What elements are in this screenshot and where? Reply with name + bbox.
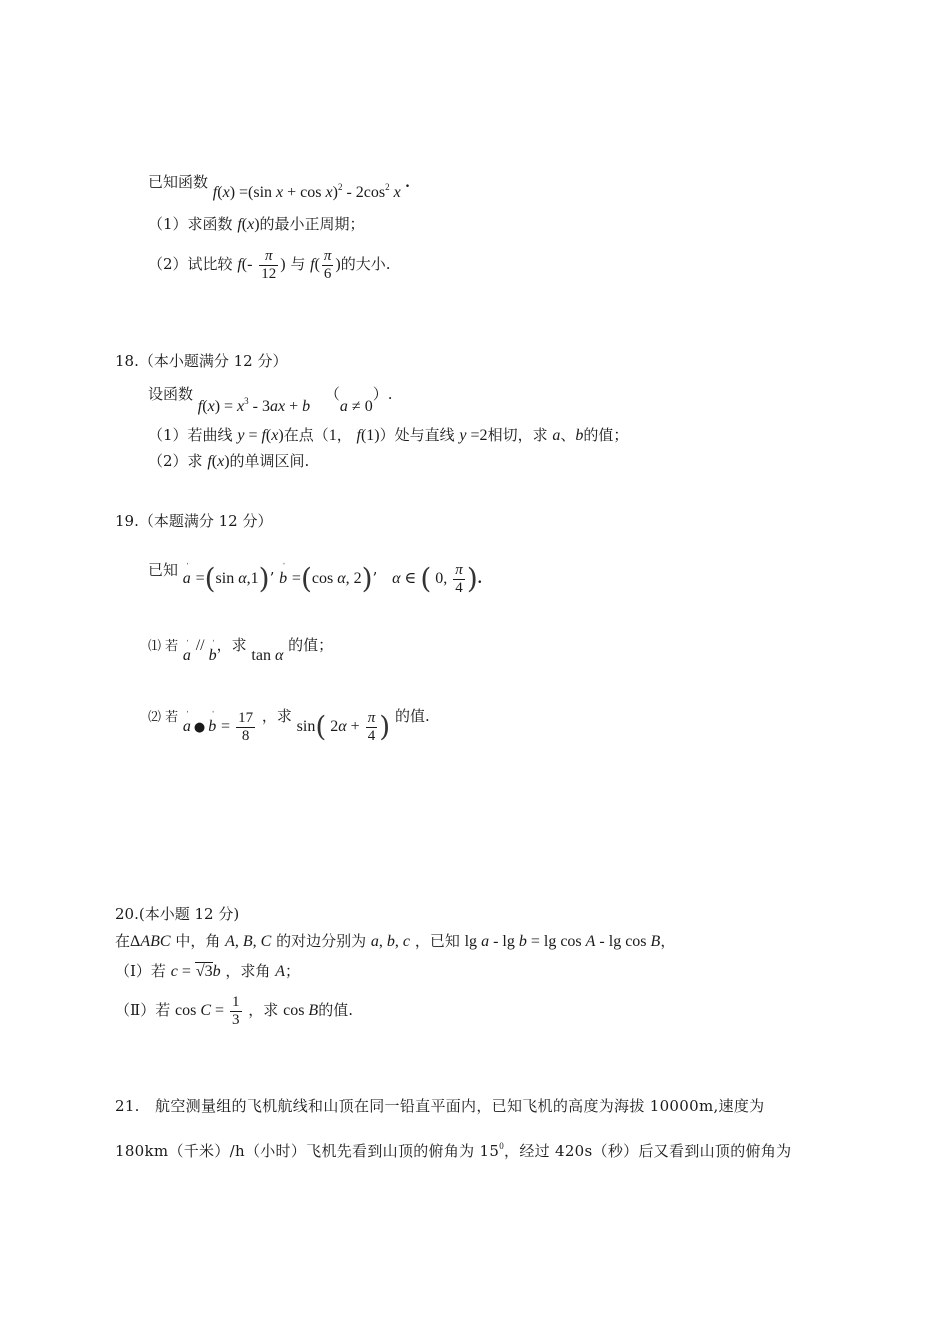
p20-question-2: （Ⅱ）若 cos C = $\frac{1}{3}$ ，求 cos B的值. — [115, 993, 353, 1028]
p19-question-1: ⑴ 若 ˈ a // ˈ b，求 tan α 的值； — [148, 636, 334, 664]
p19-header: 19.（本题满分 12 分） — [115, 512, 273, 530]
fraction-pi-over-6: $\frac{\pi}{6}$ — [323, 247, 332, 282]
vector-a: ˈ a — [182, 561, 191, 587]
fraction-1-over-3: $\frac{1}{3}$ — [232, 993, 240, 1028]
fraction-17-over-8: $\frac{17}{8}$ — [238, 709, 254, 744]
p20-statement: 在ΔABC 中，角 A, B, C 的对边分别为 a, b, c ，已知 lg a - lg b = lg cos A - lg cos B， — [115, 932, 676, 950]
p21-line-1: 21. 航空测量组的飞机航线和山顶在同一铅直平面内，已知飞机的高度为海拔 10000m,速度为 — [115, 1097, 765, 1115]
p17-question-2: （2）试比较 f(- $\frac{\pi}{12}$ ) 与 f( $\frac{\pi}{6}$ )的大小. — [148, 247, 391, 282]
p18-question-1: （1）若曲线 y = f(x)在点（1， f(1)）处与直线 y =2相切，求 a、b的值； — [148, 426, 629, 444]
p17-question-1: （1）求函数 f(x)的最小正周期； — [148, 215, 365, 233]
p17-intro: 已知函数 f(x) =(sin $x + \cos x)^2 - 2\cos^2$ x . — [148, 173, 410, 201]
p20-header: 20.(本小题 12 分) — [115, 905, 240, 923]
fraction-pi-over-12: $\frac{\pi}{12}$ — [261, 247, 277, 282]
p21-line-2: 180km（千米）/h（小时）飞机先看到山顶的俯角为 $15^0$，经过 420s（秒）后又看到山顶的俯角为 — [115, 1141, 792, 1160]
vector-b: ˈ b — [279, 561, 288, 587]
fraction-pi-over-4-b: $\frac{\pi}{4}$ — [367, 709, 376, 744]
p19-question-2: ⑵ 若 ˈ a ● ˈ b = $\frac{17}{8}$ ，求 sin( 2α + $\frac{\pi}{4}$ ) 的值. — [148, 707, 430, 744]
p17-function-formula: f(x) =(sin $x + \cos x)^2 - 2\cos^2$ x — [212, 182, 401, 201]
p18-function-formula: $f(x) = x^3 - 3ax + b$ — [197, 396, 311, 415]
fraction-pi-over-4: $\frac{\pi}{4}$ — [455, 561, 463, 596]
p18-header: 18.（本小题满分 12 分） — [115, 352, 288, 370]
p20-question-1: （Ⅰ）若 c = √3b ，求角 A； — [115, 962, 301, 980]
p18-intro: 设函数 $f(x) = x^3 - 3ax + b$ （a ≠ 0）. — [148, 385, 393, 415]
p18-question-2: （2）求 f(x)的单调区间. — [148, 452, 310, 470]
p19-intro: 已知 ˈ a =(sin α,1)’ ˈ b =(cos α, 2)’ α ∈ ( 0, $\frac{\pi}{4}$ ). — [148, 558, 482, 599]
